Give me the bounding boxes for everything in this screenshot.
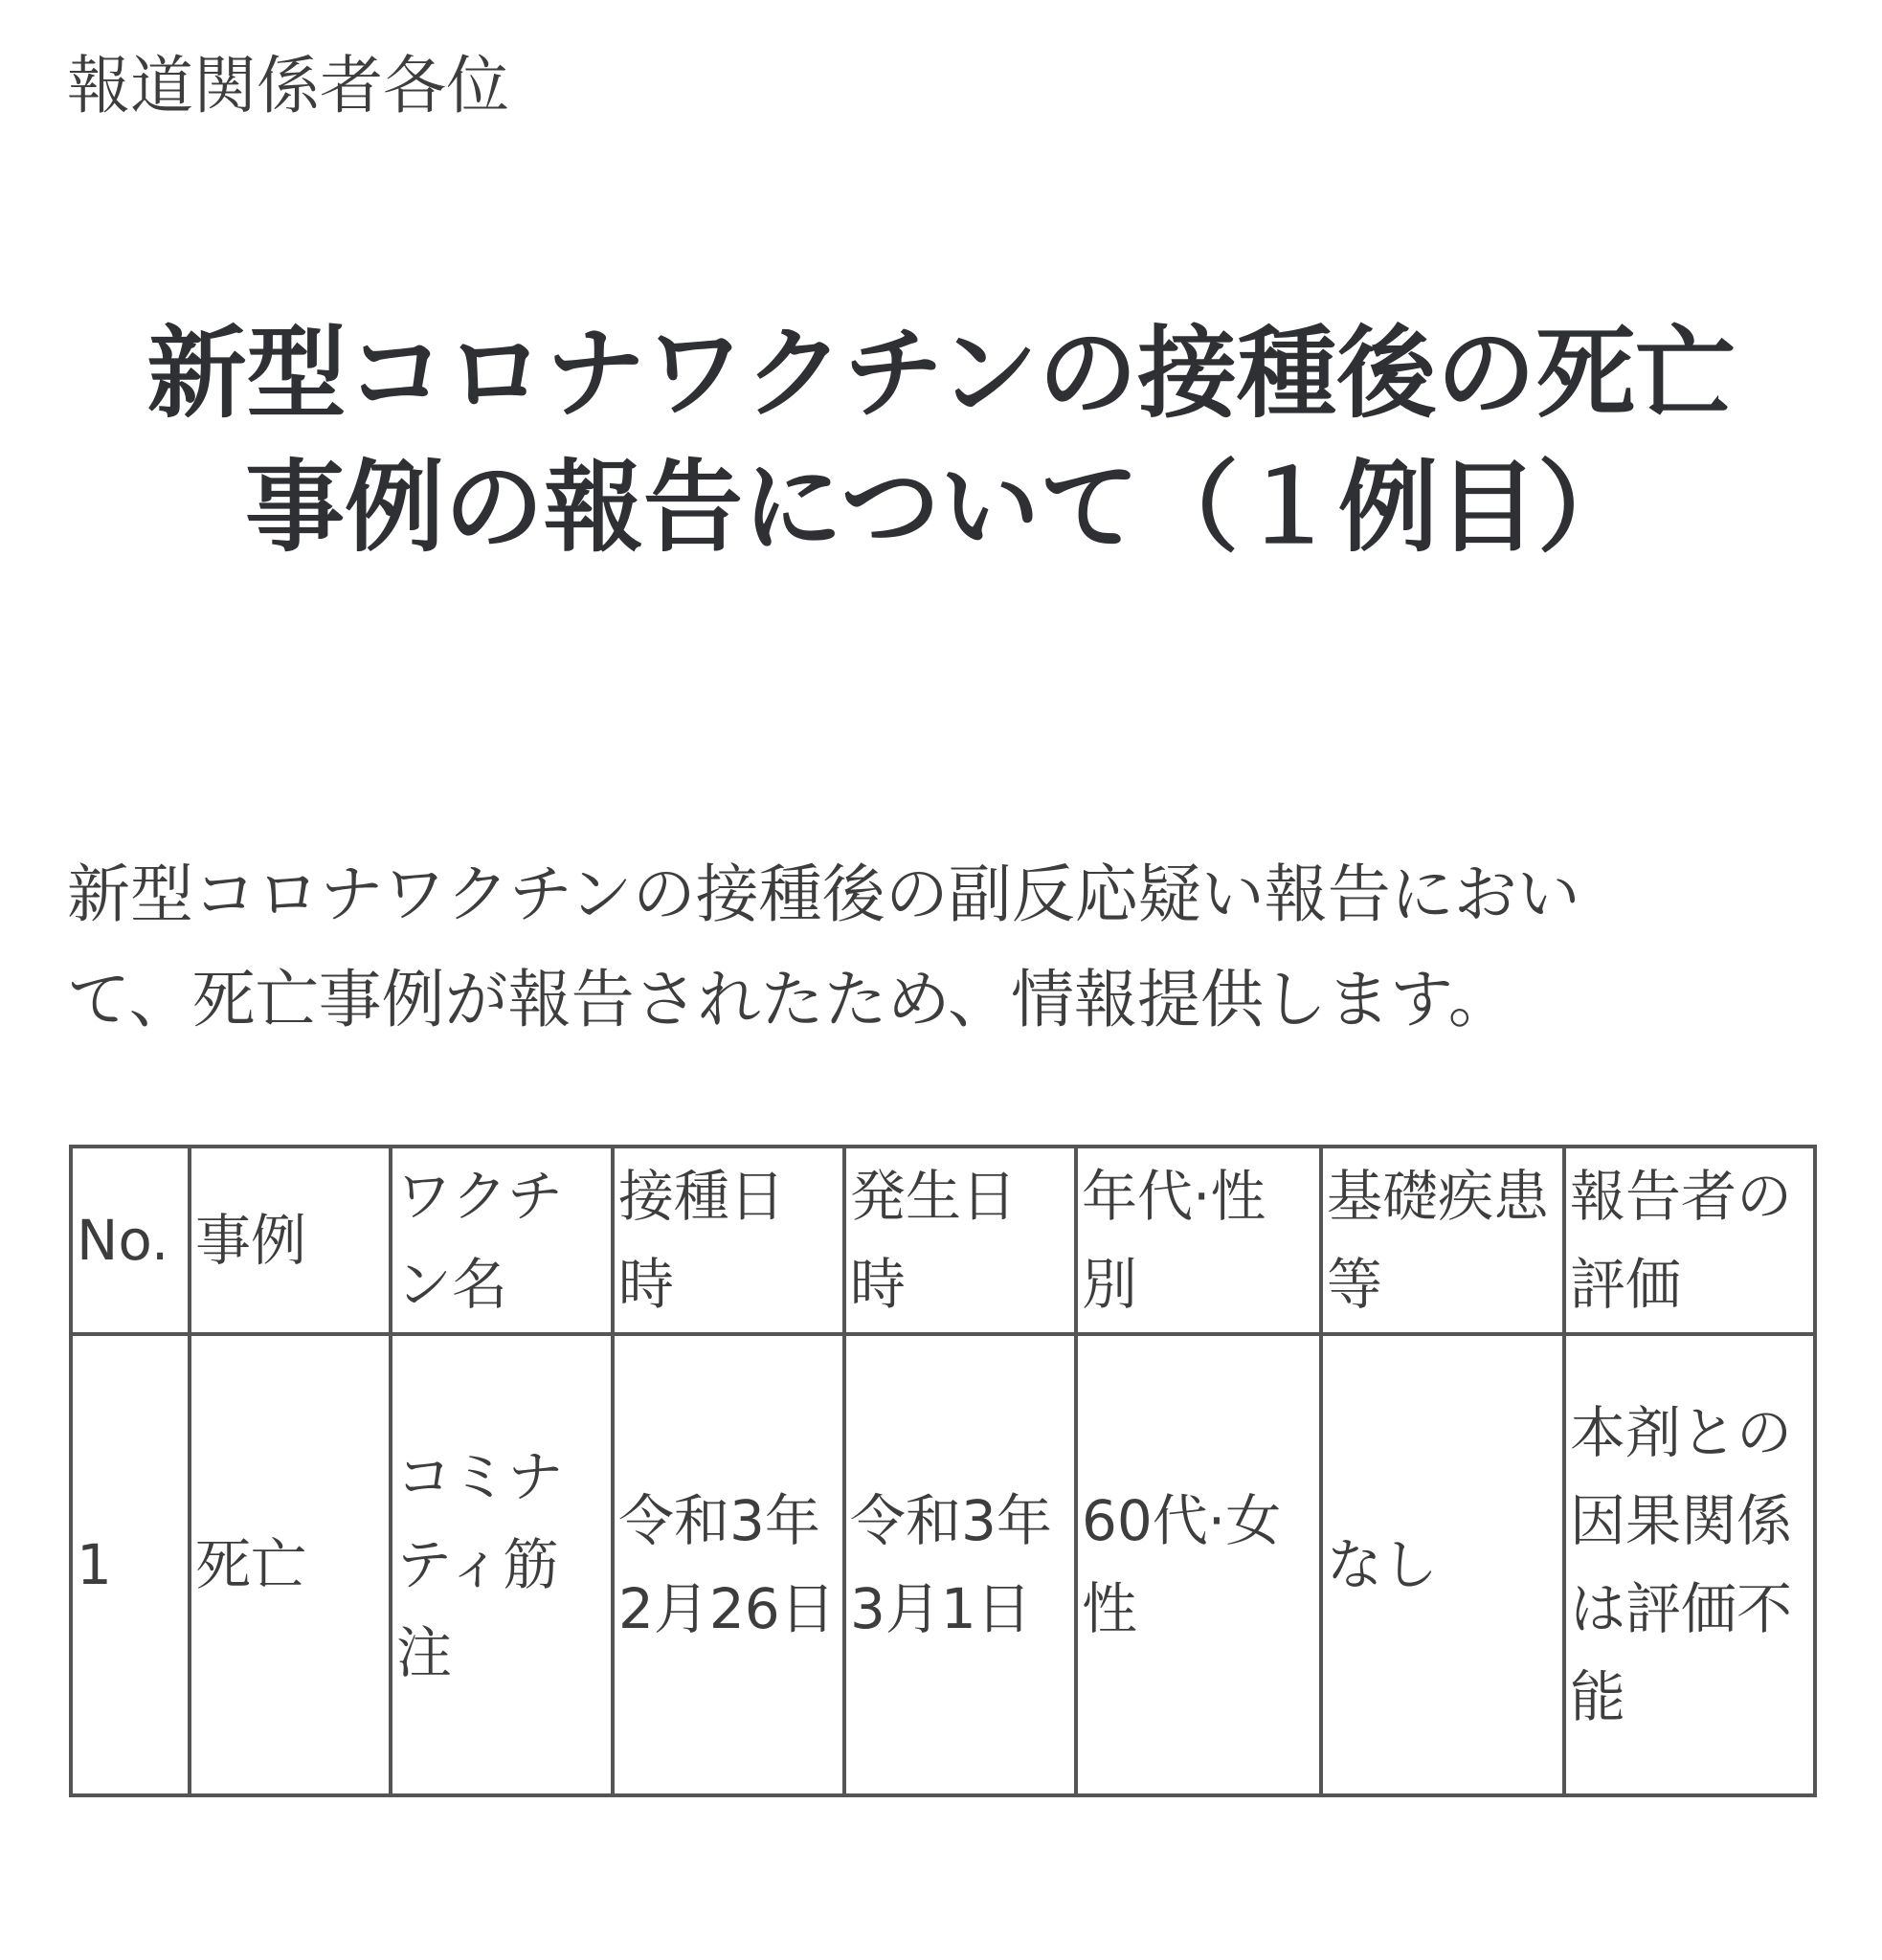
table-row bbox=[71, 1334, 1815, 1795]
cell-age-sex: 60代·女性 bbox=[1076, 1334, 1321, 1795]
column-header-no: No. bbox=[71, 1147, 190, 1334]
cell-reporter-assessment: 本剤との因果関係は評価不能 bbox=[1564, 1334, 1815, 1795]
body-line-2: て、死亡事例が報告されたため、情報提供します。 bbox=[67, 963, 1512, 1036]
column-header-reporter-assessment: 報告者の評価 bbox=[1564, 1147, 1815, 1334]
cell-case: 死亡 bbox=[190, 1334, 391, 1795]
column-header-vaccination-date: 接種日時 bbox=[613, 1147, 844, 1334]
column-header-case: 事例 bbox=[190, 1147, 391, 1334]
cell-vaccination-date: 令和3年2月26日 bbox=[613, 1334, 844, 1795]
cell-no: 1 bbox=[71, 1334, 190, 1795]
title-line-2: 事例の報告について（１例目） bbox=[245, 449, 1637, 566]
addressee: 報道関係者各位 bbox=[67, 49, 509, 122]
title-line-1: 新型コロナワクチンの接種後の死亡 bbox=[146, 315, 1736, 432]
report-table bbox=[69, 1145, 1817, 1797]
page-title bbox=[57, 306, 1825, 574]
column-header-age-sex: 年代·性別 bbox=[1076, 1147, 1321, 1334]
column-header-underlying-conditions: 基礎疾患等 bbox=[1321, 1147, 1564, 1334]
table-header-row bbox=[71, 1147, 1815, 1334]
column-header-vaccine: ワクチン名 bbox=[391, 1147, 613, 1334]
cell-onset-date: 令和3年3月1日 bbox=[844, 1334, 1076, 1795]
column-header-onset-date: 発生日時 bbox=[844, 1147, 1076, 1334]
cell-vaccine: コミナティ筋注 bbox=[391, 1334, 613, 1795]
body-paragraph bbox=[67, 842, 1828, 1053]
body-line-1: 新型コロナワクチンの接種後の副反応疑い報告におい bbox=[67, 858, 1580, 931]
cell-underlying-conditions: なし bbox=[1321, 1334, 1564, 1795]
